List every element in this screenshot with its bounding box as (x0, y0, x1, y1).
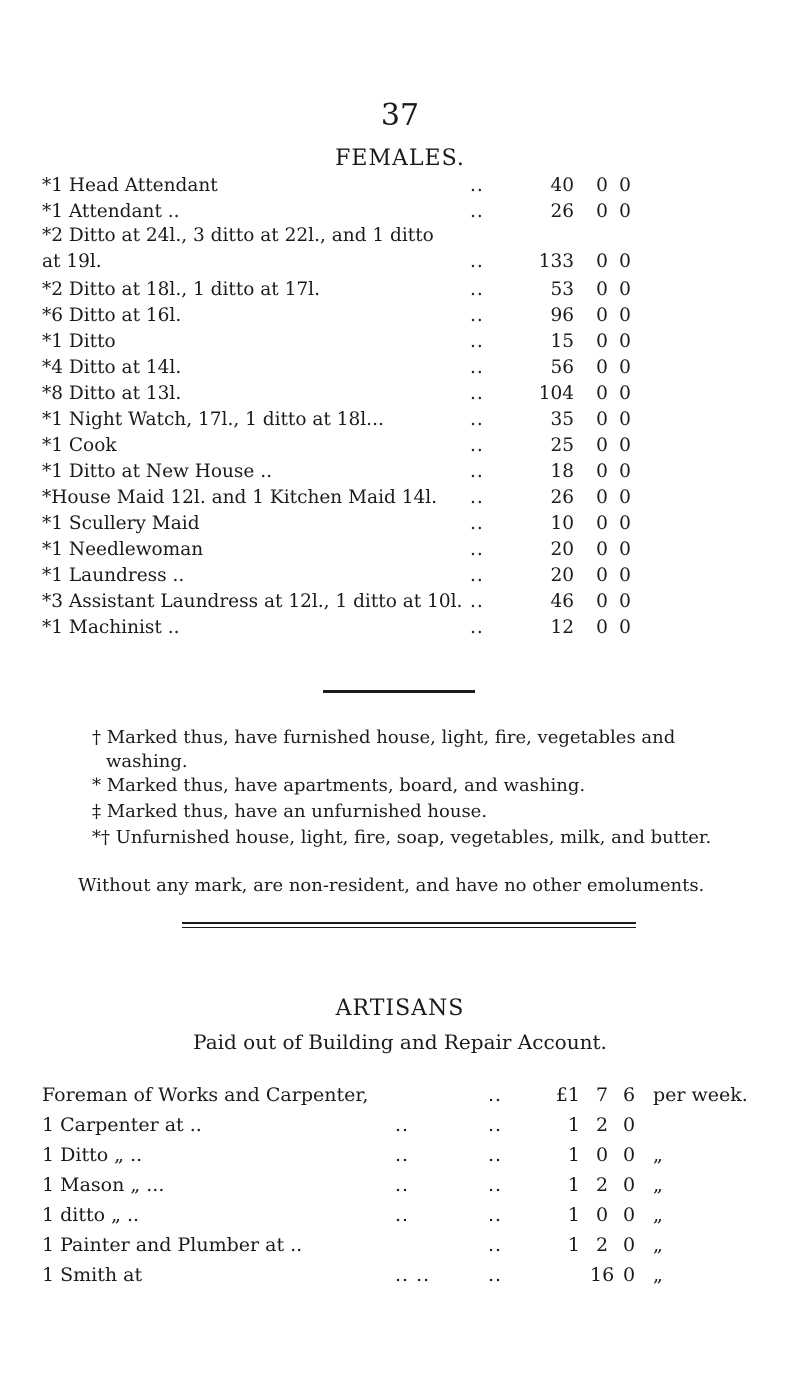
amount-pence: 6 (622, 1084, 636, 1106)
footnote: † Marked thus, have furnished house, light, fire, vegetables and washing. (92, 727, 676, 772)
row-label: *2 Ditto at 24l., 3 ditto at 22l., and 1 ditto (42, 225, 434, 246)
row-label: *House Maid 12l. and 1 Kitchen Maid 14l. (42, 487, 438, 508)
table-row (0, 172, 800, 200)
amount-pence: 0 (619, 539, 631, 560)
amount-shillings: 0 (596, 251, 608, 272)
row-label: *1 Laundress .. (42, 565, 185, 586)
rate-unit: „ (653, 1204, 663, 1226)
row-label: *3 Assistant Laundress at 12l., 1 ditto at 10l. (42, 591, 463, 612)
amount-pence: 0 (619, 487, 631, 508)
mid-dots: .. (395, 1144, 410, 1166)
amount-pounds: 12 (550, 617, 574, 638)
leader-dots: .. (470, 435, 484, 456)
amount-pounds: 1 (567, 1114, 580, 1136)
leader-dots: .. (470, 305, 484, 326)
amount-shillings: 0 (596, 591, 608, 612)
table-row (0, 510, 800, 538)
table-row (0, 406, 800, 434)
amount-pounds: 10 (550, 513, 574, 534)
amount-pence: 0 (622, 1264, 636, 1286)
amount-shillings: 0 (596, 487, 608, 508)
mid-dots: .. (395, 1174, 410, 1196)
amount-pence: 0 (622, 1204, 636, 1226)
amount-pence: 0 (619, 461, 631, 482)
amount-pounds: 56 (550, 357, 574, 378)
amount-pounds: 40 (550, 175, 574, 196)
table-row (0, 1140, 800, 1170)
amount-shillings: 0 (596, 201, 608, 222)
table-row (0, 484, 800, 512)
section-rule-long-2 (182, 927, 636, 928)
amount-pence: 0 (619, 331, 631, 352)
table-row (0, 276, 800, 304)
amount-pence: 0 (619, 435, 631, 456)
amount-pence: 0 (619, 251, 631, 272)
table-row (0, 1110, 800, 1140)
leader-dots: .. (488, 1204, 503, 1226)
rate-unit: per week. (653, 1084, 748, 1106)
row-label: *1 Ditto (42, 331, 116, 352)
amount-pounds: 20 (550, 539, 574, 560)
amount-shillings: 0 (595, 1144, 609, 1166)
leader-dots: .. (470, 591, 484, 612)
amount-pounds: 104 (538, 383, 574, 404)
section-title-artisans: ARTISANS (335, 996, 465, 1021)
amount-pence: 0 (619, 409, 631, 430)
amount-pence: 0 (622, 1144, 636, 1166)
leader-dots: .. (470, 539, 484, 560)
row-label: 1 Ditto „ .. (42, 1144, 143, 1166)
leader-dots: .. (470, 357, 484, 378)
amount-pence: 0 (619, 617, 631, 638)
mid-dots: .. (395, 1114, 410, 1136)
row-label: *1 Ditto at New House .. (42, 461, 273, 482)
amount-pence: 0 (622, 1174, 636, 1196)
amount-shillings: 0 (596, 175, 608, 196)
amount-pounds: 15 (550, 331, 574, 352)
amount-shillings: 0 (596, 565, 608, 586)
amount-pence: 0 (619, 513, 631, 534)
amount-pence: 0 (619, 279, 631, 300)
amount-shillings: 0 (596, 539, 608, 560)
rate-unit: „ (653, 1144, 663, 1166)
leader-dots: .. (470, 201, 484, 222)
amount-pence: 0 (619, 175, 631, 196)
amount-shillings: 0 (596, 305, 608, 326)
amount-shillings: 0 (596, 409, 608, 430)
footnote: Without any mark, are non-resident, and have no other emoluments. (78, 875, 705, 896)
amount-pence: 0 (619, 591, 631, 612)
section-rule-short (323, 690, 475, 693)
amount-pounds: 53 (550, 279, 574, 300)
amount-pounds: 133 (538, 251, 574, 272)
amount-pounds: 20 (550, 565, 574, 586)
table-row (0, 1200, 800, 1230)
table-row (0, 354, 800, 382)
amount-pence: 0 (619, 565, 631, 586)
table-row (0, 1260, 800, 1290)
leader-dots: .. (470, 383, 484, 404)
leader-dots: .. (470, 251, 484, 272)
amount-shillings: 0 (596, 435, 608, 456)
row-label: *1 Machinist .. (42, 617, 180, 638)
table-row (0, 458, 800, 486)
row-label: 1 Painter and Plumber at .. (42, 1234, 303, 1256)
row-label: *8 Ditto at 13l. (42, 383, 182, 404)
table-row (0, 588, 800, 616)
row-label: 1 ditto „ .. (42, 1204, 140, 1226)
table-row (0, 614, 800, 642)
amount-shillings: 0 (596, 357, 608, 378)
amount-pounds: 18 (550, 461, 574, 482)
amount-shillings: 7 (595, 1084, 609, 1106)
leader-dots: .. (470, 175, 484, 196)
amount-shillings: 2 (595, 1114, 609, 1136)
table-row (0, 1230, 800, 1260)
table-row (0, 380, 800, 408)
amount-pence: 0 (619, 305, 631, 326)
leader-dots: .. (470, 513, 484, 534)
amount-shillings: 0 (596, 617, 608, 638)
amount-pounds: 1 (567, 1144, 580, 1166)
leader-dots: .. (488, 1084, 503, 1106)
leader-dots: .. (470, 409, 484, 430)
amount-pounds: 25 (550, 435, 574, 456)
mid-dots: .. (395, 1204, 410, 1226)
leader-dots: .. (488, 1174, 503, 1196)
table-row (0, 222, 800, 250)
amount-shillings: 0 (596, 331, 608, 352)
amount-pence: 0 (619, 201, 631, 222)
leader-dots: .. (470, 461, 484, 482)
leader-dots: .. (488, 1114, 503, 1136)
footnote: *† Unfurnished house, light, fire, soap, vegetables, milk, and butter. (92, 827, 712, 848)
row-label: at 19l. (42, 251, 102, 272)
row-label: *1 Scullery Maid (42, 513, 200, 534)
rate-unit: „ (653, 1234, 663, 1256)
leader-dots: .. (470, 617, 484, 638)
row-label: *1 Attendant .. (42, 201, 180, 222)
section-title-females: FEMALES. (335, 146, 465, 171)
table-row (0, 432, 800, 460)
mid-dots: .. .. (395, 1264, 431, 1286)
row-label: *2 Ditto at 18l., 1 ditto at 17l. (42, 279, 320, 300)
rate-unit: „ (653, 1264, 663, 1286)
amount-pence: 0 (619, 357, 631, 378)
amount-shillings: 0 (596, 279, 608, 300)
amount-pence: 0 (622, 1114, 636, 1136)
row-label: *1 Night Watch, 17l., 1 ditto at 18l... (42, 409, 384, 430)
amount-pounds: 1 (567, 1174, 580, 1196)
row-label: 1 Mason „ ... (42, 1174, 165, 1196)
amount-pounds: 35 (550, 409, 574, 430)
leader-dots: .. (488, 1264, 503, 1286)
amount-shillings: 0 (595, 1204, 609, 1226)
artisans-subtitle: Paid out of Building and Repair Account. (193, 1030, 607, 1054)
footnote: * Marked thus, have apartments, board, and washing. (92, 775, 586, 796)
row-label: *1 Head Attendant (42, 175, 218, 196)
amount-pounds: 26 (550, 487, 574, 508)
page-number: 37 (380, 98, 420, 133)
table-row (0, 536, 800, 564)
leader-dots: .. (488, 1234, 503, 1256)
amount-pounds: £1 (555, 1084, 580, 1106)
amount-shillings: 2 (595, 1234, 609, 1256)
amount-shillings: 0 (596, 513, 608, 534)
row-label: *6 Ditto at 16l. (42, 305, 182, 326)
table-row (0, 328, 800, 356)
amount-pounds: 26 (550, 201, 574, 222)
table-row (0, 248, 800, 276)
footnote: ‡ Marked thus, have an unfurnished house. (92, 801, 488, 822)
table-row (0, 1170, 800, 1200)
amount-shillings: 16 (590, 1264, 615, 1286)
row-label: 1 Carpenter at .. (42, 1114, 202, 1136)
amount-pounds: 1 (567, 1234, 580, 1256)
amount-shillings: 0 (596, 383, 608, 404)
amount-pounds: 1 (567, 1204, 580, 1226)
amount-shillings: 0 (596, 461, 608, 482)
leader-dots: .. (470, 487, 484, 508)
leader-dots: .. (470, 331, 484, 352)
amount-shillings: 2 (595, 1174, 609, 1196)
leader-dots: .. (470, 279, 484, 300)
table-row (0, 562, 800, 590)
amount-pence: 0 (619, 383, 631, 404)
table-row (0, 1080, 800, 1110)
row-label: *1 Needlewoman (42, 539, 204, 560)
leader-dots: .. (470, 565, 484, 586)
row-label: *4 Ditto at 14l. (42, 357, 182, 378)
rate-unit: „ (653, 1174, 663, 1196)
table-row (0, 302, 800, 330)
amount-pounds: 96 (550, 305, 574, 326)
amount-pence: 0 (622, 1234, 636, 1256)
row-label: 1 Smith at (42, 1264, 143, 1286)
section-rule-long (182, 922, 636, 924)
amount-pounds: 46 (550, 591, 574, 612)
leader-dots: .. (488, 1144, 503, 1166)
row-label: Foreman of Works and Carpenter, (42, 1084, 369, 1106)
row-label: *1 Cook (42, 435, 117, 456)
